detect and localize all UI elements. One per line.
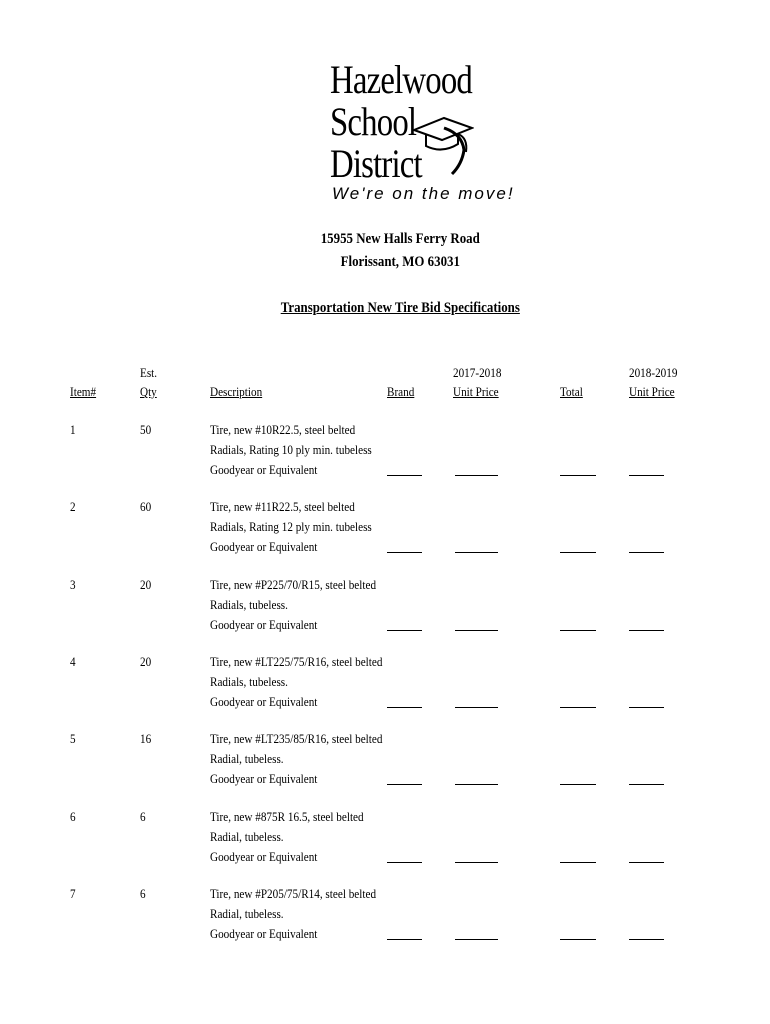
item-number: 1 — [70, 422, 76, 437]
brand-blank[interactable] — [387, 630, 422, 631]
unit-price-2017-blank[interactable] — [455, 707, 498, 708]
description-line: Goodyear or Equivalent — [210, 848, 318, 864]
unit-price-2018-blank[interactable] — [629, 707, 664, 708]
unit-price-2017-blank[interactable] — [455, 939, 498, 940]
unit-price-2018-blank[interactable] — [629, 939, 664, 940]
address-street: 15955 New Halls Ferry Road — [320, 231, 480, 247]
description-line: Radials, tubeless. — [210, 673, 288, 689]
item-number: 7 — [70, 885, 76, 901]
graduation-cap-icon — [412, 108, 474, 178]
total-blank[interactable] — [560, 552, 596, 553]
brand-blank[interactable] — [387, 862, 422, 863]
logo-text-district: District — [330, 141, 422, 186]
description-line: Tire, new #10R22.5, steel belted — [210, 422, 356, 437]
description-line: Tire, new #LT225/75/R16, steel belted — [210, 653, 383, 669]
estimated-quantity: 16 — [140, 731, 152, 747]
brand-blank[interactable] — [387, 939, 422, 940]
brand-blank[interactable] — [387, 475, 422, 476]
unit-price-2017-blank[interactable] — [455, 475, 498, 476]
description-line: Goodyear or Equivalent — [210, 771, 318, 787]
description-line: Goodyear or Equivalent — [210, 925, 318, 941]
description-line: Goodyear or Equivalent — [210, 462, 318, 477]
address-city: Florissant, MO 63031 — [340, 254, 460, 270]
item-number: 5 — [70, 731, 76, 747]
estimated-quantity: 20 — [140, 653, 152, 669]
unit-price-2017-blank[interactable] — [455, 630, 498, 631]
item-number: 3 — [70, 576, 76, 592]
header-total: Total — [560, 384, 583, 399]
description-line: Goodyear or Equivalent — [210, 616, 318, 632]
logo-text-hazelwood: Hazelwood — [330, 57, 472, 102]
unit-price-2017-blank[interactable] — [455, 552, 498, 553]
header-qty: Qty — [140, 384, 157, 399]
estimated-quantity: 6 — [140, 808, 146, 824]
item-number: 2 — [70, 499, 76, 515]
description-line: Tire, new #875R 16.5, steel belted — [210, 808, 364, 824]
total-blank[interactable] — [560, 939, 596, 940]
description-line: Radial, tubeless. — [210, 905, 284, 921]
total-blank[interactable] — [560, 862, 596, 863]
description-line: Tire, new #P225/70/R15, steel belted — [210, 576, 377, 592]
estimated-quantity: 20 — [140, 576, 152, 592]
unit-price-2018-blank[interactable] — [629, 552, 664, 553]
header-est: Est. — [140, 365, 158, 380]
header-item: Item# — [70, 384, 97, 399]
description-line: Radials, Rating 12 ply min. tubeless — [210, 519, 372, 535]
logo-tagline: We're on the move! — [332, 184, 515, 203]
unit-price-2018-blank[interactable] — [629, 784, 664, 785]
estimated-quantity: 50 — [140, 422, 152, 437]
total-blank[interactable] — [560, 630, 596, 631]
header-brand: Brand — [387, 384, 415, 399]
description-line: Radial, tubeless. — [210, 828, 284, 844]
description-line: Radials, Rating 10 ply min. tubeless — [210, 442, 372, 457]
unit-price-2018-blank[interactable] — [629, 630, 664, 631]
total-blank[interactable] — [560, 707, 596, 708]
description-line: Tire, new #LT235/85/R16, steel belted — [210, 731, 383, 747]
header-unit-price-2018: Unit Price — [629, 384, 675, 399]
estimated-quantity: 60 — [140, 499, 152, 515]
brand-blank[interactable] — [387, 552, 422, 553]
description-line: Goodyear or Equivalent — [210, 693, 318, 709]
unit-price-2018-blank[interactable] — [629, 862, 664, 863]
unit-price-2017-blank[interactable] — [455, 862, 498, 863]
item-number: 4 — [70, 653, 76, 669]
header-year-2018-2019: 2018-2019 — [629, 365, 678, 380]
document-title: Transportation New Tire Bid Specifications — [280, 300, 520, 316]
item-number: 6 — [70, 808, 76, 824]
description-line: Tire, new #P205/75/R14, steel belted — [210, 885, 377, 901]
header-description: Description — [210, 384, 263, 399]
brand-blank[interactable] — [387, 784, 422, 785]
logo-text-school: School — [330, 99, 417, 144]
total-blank[interactable] — [560, 784, 596, 785]
brand-blank[interactable] — [387, 707, 422, 708]
total-blank[interactable] — [560, 475, 596, 476]
description-line: Goodyear or Equivalent — [210, 539, 318, 555]
unit-price-2017-blank[interactable] — [455, 784, 498, 785]
description-line: Tire, new #11R22.5, steel belted — [210, 499, 355, 515]
unit-price-2018-blank[interactable] — [629, 475, 664, 476]
description-line: Radials, tubeless. — [210, 596, 288, 612]
estimated-quantity: 6 — [140, 885, 146, 901]
header-year-2017-2018: 2017-2018 — [453, 365, 502, 380]
district-logo — [330, 57, 515, 205]
description-line: Radial, tubeless. — [210, 751, 284, 767]
header-unit-price-2017: Unit Price — [453, 384, 499, 399]
